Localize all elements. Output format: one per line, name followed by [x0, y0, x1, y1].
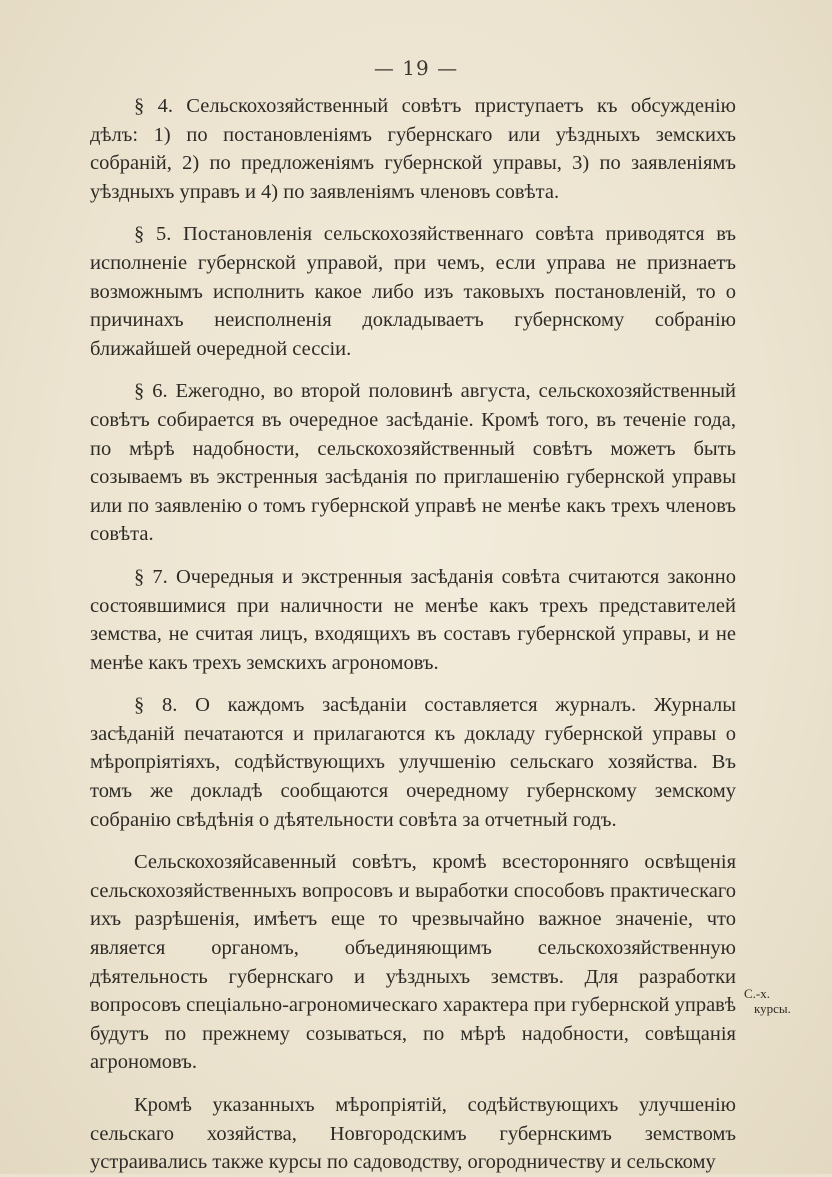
paragraph-section-8: § 8. О каждомъ засѣданіи составляется журналъ. Журналы засѣданій печатаются и прилагаются къ докладу губернской управы о мѣропріятіяхъ, содѣйствующихъ улучшенію сельскаго хозяйства. Въ томъ же докладѣ сообщаются очередному губернскому земскому собранію свѣдѣнія о дѣятельности совѣта за отчетный годъ.: [90, 694, 736, 831]
paragraph-section-4: § 4. Сельскохозяйственный совѣтъ приступаетъ къ обсужденію дѣлъ: 1) по постановленіямъ губернскаго или уѣздныхъ земскихъ собраній, 2) по предложеніямъ губернской управы, 3) по заявленіямъ уѣздныхъ управъ и 4) по заявленіямъ членовъ совѣта.: [90, 95, 736, 203]
margin-note-line-2: курсы.: [754, 1001, 791, 1016]
margin-note: [744, 986, 824, 1016]
paragraph-section-7: § 7. Очередныя и экстренныя засѣданія совѣта считаются законно состоявшимися при наличности не менѣе какъ трехъ представителей земства, не считая лицъ, входящихъ въ составъ губернской управы, и не менѣе какъ трехъ земскихъ агрономовъ.: [90, 565, 736, 674]
paragraph-council-significance: Сельскохозяйсавенный совѣтъ, кромѣ всесторонняго освѣщенія сельскохозяйственныхъ вопросовъ и выработки способовъ практическаго ихъ разрѣшенія, имѣетъ еще то чрезвычайно важное значеніе, что является органомъ, объединяющимъ сельскохозяйственную дѣятельность губернскаго и уѣздныхъ земствъ. Для разработки вопросовъ спеціально-агрономическаго характера при губернской управѣ будутъ по прежнему созываться, по мѣрѣ надобности, совѣщанія агрономовъ.: [90, 851, 736, 1074]
paragraph-section-6: § 6. Ежегодно, во второй половинѣ августа, сельскохозяйственный совѣтъ собирается въ очередное засѣданіе. Кромѣ того, въ теченіе года, по мѣрѣ надобности, сельскохозяйственный совѣтъ можетъ быть созываемъ въ экстренныя засѣданія по приглашенію губернской управы или по заявленію о томъ губернской управѣ не менѣе какъ трехъ членовъ совѣта.: [90, 380, 736, 546]
body-text: [90, 92, 736, 1177]
margin-note-line-1: С.-х.: [744, 986, 770, 1001]
paragraph-courses: Кромѣ указанныхъ мѣропріятій, содѣйствующихъ улучшенію сельскаго хозяйства, Новгородскимъ губернскимъ земствомъ устраивались также курсы по садоводству, огородничеству и сельскому: [90, 1094, 736, 1174]
paragraph-section-5: § 5. Постановленія сельскохозяйственнаго совѣта приводятся въ исполненіе губернской управой, при чемъ, если управа не признаетъ возможнымъ исполнить какое либо изъ таковыхъ постановленій, то о причинахъ неисполненія докладываетъ губернскому собранію ближайшей очередной сессіи.: [90, 223, 736, 360]
page-number: — 19 —: [373, 56, 459, 80]
